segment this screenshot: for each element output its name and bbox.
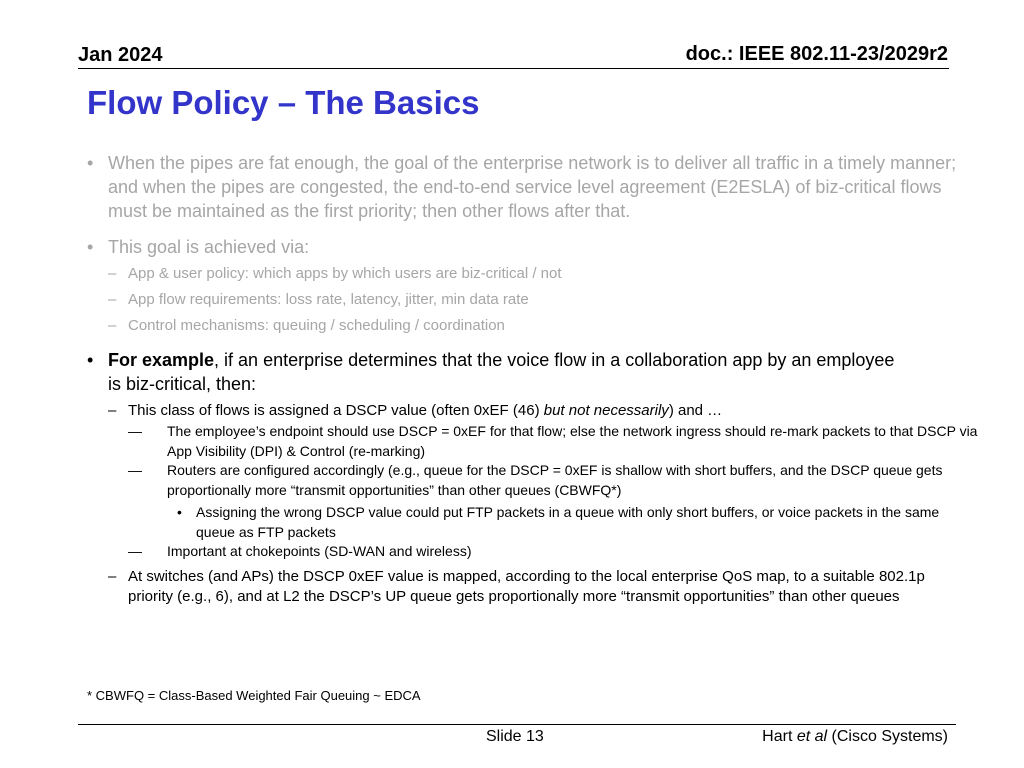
- footer-author: [762, 728, 948, 746]
- bullet-3-lead: For example: [108, 350, 215, 370]
- long-dash-marker: —: [128, 423, 142, 439]
- dash-marker: –: [108, 402, 117, 419]
- long-dash-marker: —: [128, 462, 142, 478]
- header-doc-id: doc.: IEEE 802.11-23/2029r2: [685, 43, 948, 65]
- slide-title: Flow Policy – The Basics: [87, 84, 480, 121]
- slide-number: Slide 13: [486, 728, 544, 745]
- sub-1-item-1: The employee’s endpoint should use DSCP = 0xEF for that flow; else the network ingress should re-mark packets to that DSCP via App Visibility (DPI) & Control (re-marking): [167, 423, 978, 459]
- dash-marker: –: [108, 265, 117, 282]
- dash-marker: –: [108, 291, 117, 308]
- bullet-2-sub-1: App & user policy: which apps by which users are biz-critical / not: [128, 265, 562, 282]
- bullet-1-text: When the pipes are fat enough, the goal of the enterprise network is to deliver all traffic in a timely manner; and when the pipes are congested, the end-to-end service level agreement (E2ESLA) of biz-critical flows must be maintained as the first priority; then other flows after that.: [108, 153, 957, 221]
- bullet-2-sub-2: App flow requirements: loss rate, latency, jitter, min data rate: [128, 291, 529, 308]
- sub-1-part-a: This class of flows is assigned a DSCP value (often 0xEF (46): [128, 402, 544, 419]
- footnote: * CBWFQ = Class-Based Weighted Fair Queuing ~ EDCA: [87, 688, 421, 703]
- bullet-3-sub-2: At switches (and APs) the DSCP 0xEF value is mapped, according to the local enterprise QoS map, to a suitable 802.1p priority (e.g., 6), and at L2 the DSCP’s UP queue gets proportionally more “transmit opportunities” than other queues: [128, 568, 925, 605]
- bullet-3-rest: , if an enterprise determines that the voice flow in a collaboration app by an employee is biz-critical, then:: [108, 350, 895, 394]
- header-divider: [78, 68, 949, 69]
- bullet-marker: •: [87, 350, 94, 370]
- author-org: (Cisco Systems): [827, 728, 948, 745]
- sub-1-item-2: Routers are configured accordingly (e.g., queue for the DSCP = 0xEF is shallow with short buffers, and the DSCP queue gets proportionally more “transmit opportunities” than other queues (CBWFQ*): [167, 462, 943, 498]
- bullet-marker: •: [87, 237, 94, 257]
- long-dash-marker: —: [128, 543, 142, 559]
- dash-marker: –: [108, 568, 117, 585]
- bullet-2-sub-3: Control mechanisms: queuing / scheduling / coordination: [128, 317, 505, 334]
- footer-divider: [78, 724, 956, 725]
- bullet-marker: •: [177, 504, 182, 520]
- bullet-marker: •: [87, 153, 94, 173]
- dash-marker: –: [108, 317, 117, 334]
- header-date: Jan 2024: [78, 44, 163, 66]
- sub-1-emphasis: but not necessarily: [543, 402, 669, 419]
- bullet-3-text: [108, 348, 898, 396]
- bullet-2-text: This goal is achieved via:: [108, 237, 310, 257]
- bullet-3-sub-1: [128, 401, 722, 421]
- sub-1-item-3: Important at chokepoints (SD-WAN and wireless): [167, 543, 472, 559]
- author-name: Hart: [762, 728, 797, 745]
- author-etal: et al: [796, 728, 828, 745]
- sub-1-part-b: ) and …: [668, 402, 723, 419]
- sub-1-item-2-bullet: Assigning the wrong DSCP value could put FTP packets in a queue with only short buffers, or voice packets in the same queue as FTP packets: [196, 504, 940, 540]
